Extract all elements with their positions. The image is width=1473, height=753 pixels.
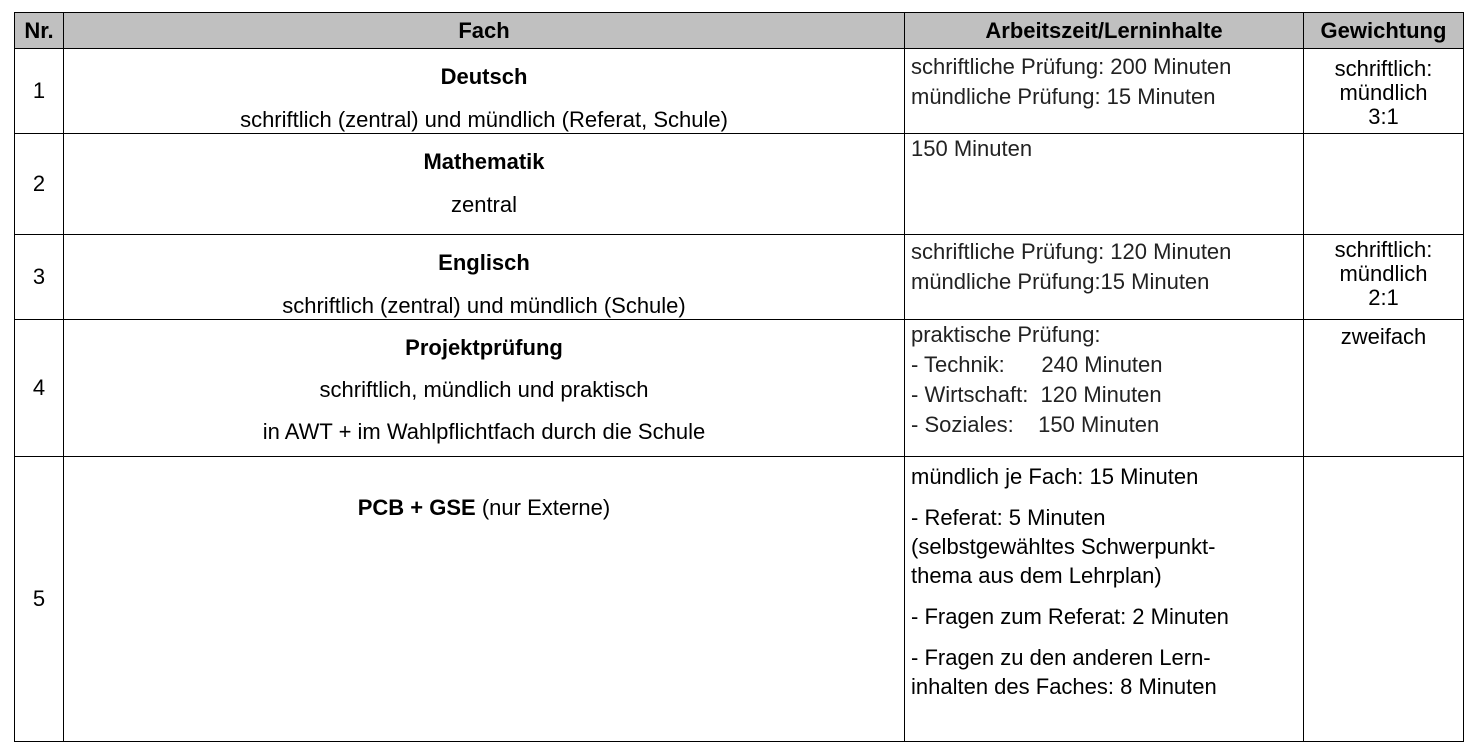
row-number: 3 [15, 235, 64, 320]
weight-cell [1304, 457, 1464, 742]
weight-cell [1304, 320, 1464, 457]
work-cell [905, 49, 1304, 134]
work-line: - Wirtschaft: 120 Minuten [911, 382, 1162, 407]
work-line: - Fragen zu den anderen Lern- [911, 645, 1211, 670]
weight-cell [1304, 49, 1464, 134]
header-fach: Fach [64, 13, 905, 49]
exam-table [14, 12, 1464, 742]
header-arbeitszeit: Arbeitszeit/Lerninhalte [905, 13, 1304, 49]
work-line: mündliche Prüfung:15 Minuten [911, 269, 1210, 294]
work-cell [905, 134, 1304, 235]
subject-cell [64, 134, 905, 235]
row-number: 4 [15, 320, 64, 457]
weight-line: mündlich [1339, 261, 1428, 286]
subject-title-suffix: (nur Externe) [475, 495, 611, 520]
work-line: (selbstgewähltes Schwerpunkt- [911, 534, 1216, 559]
subject-cell [64, 320, 905, 457]
work-line: praktische Prüfung: [911, 322, 1101, 347]
weight-line: zweifach [1340, 324, 1427, 349]
row-number: 1 [15, 49, 64, 134]
table-row [15, 134, 1464, 235]
subject-cell [64, 235, 905, 320]
work-line: - Soziales: 150 Minuten [911, 412, 1160, 437]
row-number: 2 [15, 134, 64, 235]
weight-cell [1304, 235, 1464, 320]
work-line: - Technik: 240 Minuten [911, 352, 1163, 377]
work-line: 150 Minuten [911, 136, 1033, 161]
subject-title: Englisch [438, 250, 530, 275]
subject-subtitle: schriftlich (zentral) und mündlich (Schule) [282, 293, 686, 318]
subject-subtitle: schriftlich (zentral) und mündlich (Referat, Schule) [240, 107, 728, 132]
weight-line: mündlich [1339, 80, 1428, 105]
header-row [15, 13, 1464, 49]
work-line: inhalten des Faches: 8 Minuten [911, 674, 1217, 699]
work-cell [905, 235, 1304, 320]
work-cell [905, 457, 1304, 742]
work-cell [905, 320, 1304, 457]
subject-title: Projektprüfung [405, 335, 563, 360]
work-line: schriftliche Prüfung: 200 Minuten [911, 54, 1232, 79]
subject-subtitle: zentral [450, 192, 518, 217]
work-line: mündliche Prüfung: 15 Minuten [911, 84, 1216, 109]
weight-line: 2:1 [1368, 285, 1399, 310]
subject-heading [64, 495, 904, 521]
work-line: schriftliche Prüfung: 120 Minuten [911, 239, 1232, 264]
subject-cell [64, 457, 905, 742]
weight-line: schriftlich: [1334, 237, 1433, 262]
table-row [15, 320, 1464, 457]
weight-line: schriftlich: [1334, 56, 1433, 81]
header-gewichtung: Gewichtung [1304, 13, 1464, 49]
row-number: 5 [15, 457, 64, 742]
work-line: thema aus dem Lehrplan) [911, 563, 1162, 588]
work-line: - Referat: 5 Minuten [911, 505, 1106, 530]
subject-title: Mathematik [423, 149, 545, 174]
table-row [15, 235, 1464, 320]
subject-subtitle: schriftlich, mündlich und praktisch [319, 377, 649, 402]
weight-line: 3:1 [1368, 104, 1399, 129]
subject-title: PCB + GSE [357, 495, 476, 520]
subject-subtitle-2: in AWT + im Wahlpflichtfach durch die Schule [262, 419, 706, 444]
work-line: mündlich je Fach: 15 Minuten [911, 464, 1199, 489]
header-nr: Nr. [15, 13, 64, 49]
work-line: - Fragen zum Referat: 2 Minuten [911, 604, 1229, 629]
weight-cell [1304, 134, 1464, 235]
subject-cell [64, 49, 905, 134]
subject-title: Deutsch [440, 64, 528, 89]
table-row [15, 49, 1464, 134]
table-row [15, 457, 1464, 742]
